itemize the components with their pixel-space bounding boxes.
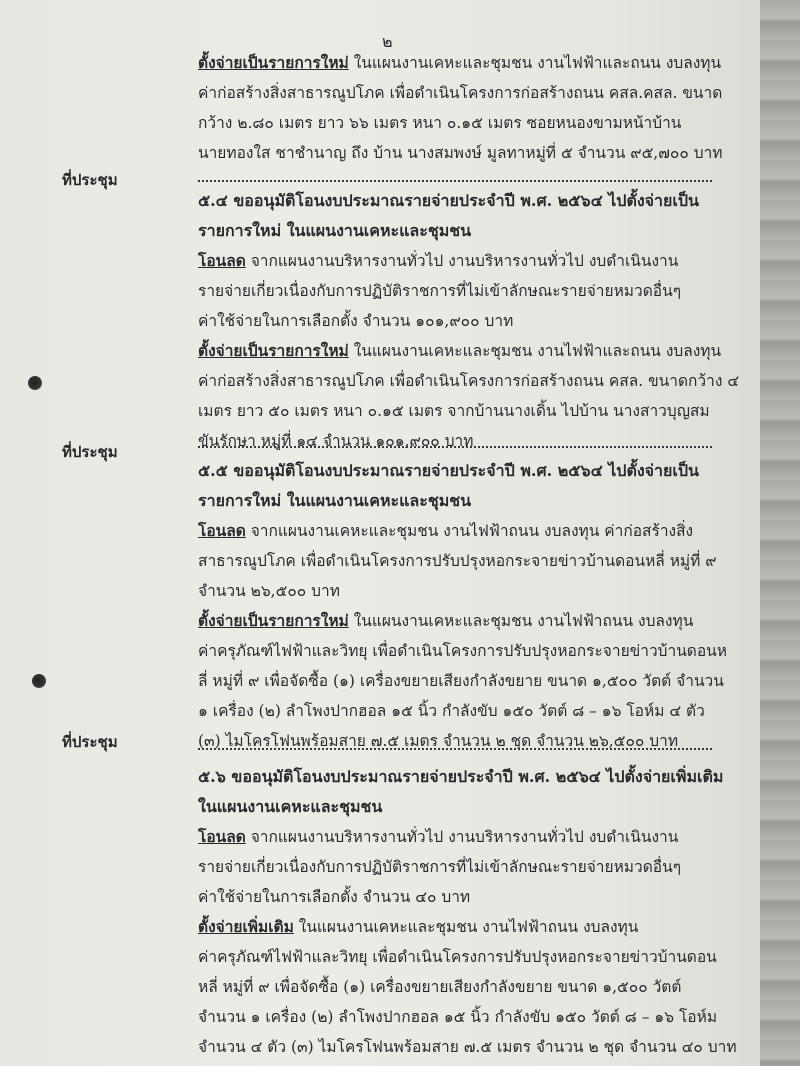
section-heading: รายการใหม่ ในแผนงานเคหะและชุมชน	[198, 221, 472, 240]
dotted-line	[198, 180, 712, 182]
text-line: ลี่ หมู่ที่ ๙ เพื่อจัดซื้อ (๑) เครื่องขยายเสียงกำลังขยาย ขนาด ๑,๕๐๐ วัตต์ จำนวน	[198, 672, 724, 690]
page-stack-edge	[760, 0, 800, 1066]
text-run: จากแผนงานบริหารงานทั่วไป งานบริหารงานทั่วไป งบดำเนินงาน	[245, 828, 679, 846]
text-run: จากแผนงานบริหารงานทั่วไป งานบริหารงานทั่วไป งบดำเนินงาน	[245, 252, 679, 270]
side-label-meeting: ที่ประชุม	[62, 171, 118, 189]
section-heading: ในแผนงานเคหะและชุมชน	[198, 797, 383, 816]
allocate-additional-heading: ตั้งจ่ายเพิ่มเติม	[198, 917, 294, 936]
text-line: สาธารณูปโภค เพื่อดำเนินโครงการปรับปรุงหอกระจายข่าวบ้านดอนหลี่ หมู่ที่ ๙	[198, 552, 717, 570]
text-line	[198, 336, 722, 366]
text-line: ค่าใช้จ่ายในการเลือกตั้ง จำนวน ๔๐ บาท	[198, 888, 471, 906]
section-heading: ๕.๕ ขออนุมัติโอนงบประมาณรายจ่ายประจำปี พ.ศ. ๒๕๖๔ ไปตั้งจ่ายเป็น	[198, 461, 699, 480]
dotted-line	[198, 446, 712, 448]
text-line: จำนวน ๒๖,๕๐๐ บาท	[198, 582, 340, 600]
text-line: (๓) ไมโครโฟนพร้อมสาย ๗.๕ เมตร จำนวน ๒ ชุด จำนวน ๒๖,๕๐๐ บาท	[198, 732, 679, 750]
text-line: จำนวน ๔ ตัว (๓) ไมโครโฟนพร้อมสาย ๗.๕ เมตร จำนวน ๒ ชุด จำนวน ๔๐ บาท	[198, 1038, 737, 1056]
text-line: รายจ่ายเกี่ยวเนื่องกับการปฏิบัติราชการที่ไม่เข้าลักษณะรายจ่ายหมวดอื่นๆ	[198, 282, 682, 300]
text-line: รายจ่ายเกี่ยวเนื่องกับการปฏิบัติราชการที่ไม่เข้าลักษณะรายจ่ายหมวดอื่นๆ	[198, 858, 682, 876]
text-run: ในแผนงานเคหะและชุมชน งานไฟฟ้าถนน งบลงทุน	[348, 612, 694, 630]
section-heading: ๕.๖ ขออนุมัติโอนงบประมาณรายจ่ายประจำปี พ.ศ. ๒๕๖๔ ไปตั้งจ่ายเพิ่มเติม	[198, 767, 724, 786]
section-5-4	[198, 186, 740, 456]
section-5-5	[198, 456, 727, 756]
text-line: ขันรักษา หมู่ที่ ๑๔ จำนวน ๑๐๑,๙๐๐ บาท	[198, 432, 474, 450]
text-line: หลี่ หมู่ที่ ๙ เพื่อจัดซื้อ (๑) เครื่องขยายเสียงกำลังขยาย ขนาด ๑,๕๐๐ วัตต์	[198, 978, 682, 996]
text-line: จำนวน ๑ เครื่อง (๒) ลำโพงปากฮอล ๑๕ นิ้ว กำลังขับ ๑๕๐ วัตต์ ๘ – ๑๖ โอห์ม	[198, 1008, 718, 1026]
text-line: ๑ เครื่อง (๒) ลำโพงปากฮอล ๑๕ นิ้ว กำลังขับ ๑๕๐ วัตต์ ๘ – ๑๖ โอห์ม ๔ ตัว	[198, 702, 705, 720]
dotted-line	[198, 748, 712, 750]
text-line	[198, 246, 718, 276]
allocate-new-heading: ตั้งจ่ายเป็นรายการใหม่	[198, 341, 349, 360]
punch-hole	[28, 376, 42, 390]
text-line	[198, 822, 718, 852]
text-line: ค่าก่อสร้างสิ่งสาธารณูปโภค เพื่อดำเนินโครงการก่อสร้างถนน คสล.คสล. ขนาด	[198, 84, 723, 102]
text-line: ค่าก่อสร้างสิ่งสาธารณูปโภค เพื่อดำเนินโครงการก่อสร้างถนน คสล. ขนาดกว้าง ๔	[198, 372, 740, 390]
text-run: ในแผนงานเคหะและชุมชน งานไฟฟ้าและถนน งบลงทุน	[348, 342, 722, 360]
allocate-new-heading: ตั้งจ่ายเป็นรายการใหม่	[198, 53, 349, 72]
text-line: เมตร ยาว ๕๐ เมตร หนา ๐.๑๕ เมตร จากบ้านนางเดิ้น ไปบ้าน นางสาวบุญสม	[198, 402, 710, 420]
text-line: ค่าครุภัณฑ์ไฟฟ้าและวิทยุ เพื่อดำเนินโครงการปรับปรุงหอกระจายข่าวบ้านดอนห	[198, 642, 727, 660]
text-line: นายทองใส ชาชำนาญ ถึง บ้าน นางสมพงษ์ มูลทาหมู่ที่ ๕ จำนวน ๙๕,๗๐๐ บาท	[198, 144, 723, 162]
text-run: ในแผนงานเคหะและชุมชน งานไฟฟ้าถนน งบลงทุน	[293, 918, 639, 936]
text-run: ในแผนงานเคหะและชุมชน งานไฟฟ้าและถนน งบลงทุน	[348, 54, 722, 72]
transfer-out-heading: โอนลด	[198, 827, 246, 846]
side-label-meeting: ที่ประชุม	[62, 443, 118, 461]
text-line	[198, 516, 718, 546]
side-label-meeting: ที่ประชุม	[62, 733, 118, 751]
section-heading: ๕.๔ ขออนุมัติโอนงบประมาณรายจ่ายประจำปี พ.ศ. ๒๕๖๔ ไปตั้งจ่ายเป็น	[198, 191, 699, 210]
continuation-block	[198, 48, 723, 168]
transfer-out-heading: โอนลด	[198, 251, 246, 270]
text-line: ค่าครุภัณฑ์ไฟฟ้าและวิทยุ เพื่อดำเนินโครงการปรับปรุงหอกระจายข่าวบ้านดอน	[198, 948, 717, 966]
allocate-new-heading: ตั้งจ่ายเป็นรายการใหม่	[198, 611, 349, 630]
transfer-out-heading: โอนลด	[198, 521, 246, 540]
text-line	[198, 912, 718, 942]
punch-hole	[32, 674, 46, 688]
section-heading: รายการใหม่ ในแผนงานเคหะและชุมชน	[198, 491, 472, 510]
text-line	[198, 606, 718, 636]
page-number: ๒	[382, 32, 393, 51]
text-run: จากแผนงานเคหะและชุมชน งานไฟฟ้าถนน งบลงทุน ค่าก่อสร้างสิ่ง	[245, 522, 694, 540]
text-line	[198, 48, 722, 78]
text-line: ค่าใช้จ่ายในการเลือกตั้ง จำนวน ๑๐๑,๙๐๐ บาท	[198, 312, 514, 330]
text-line: กว้าง ๒.๘๐ เมตร ยาว ๖๖ เมตร หนา ๐.๑๕ เมตร ซอยหนองขามหน้าบ้าน	[198, 114, 682, 132]
section-5-6	[198, 762, 737, 1062]
